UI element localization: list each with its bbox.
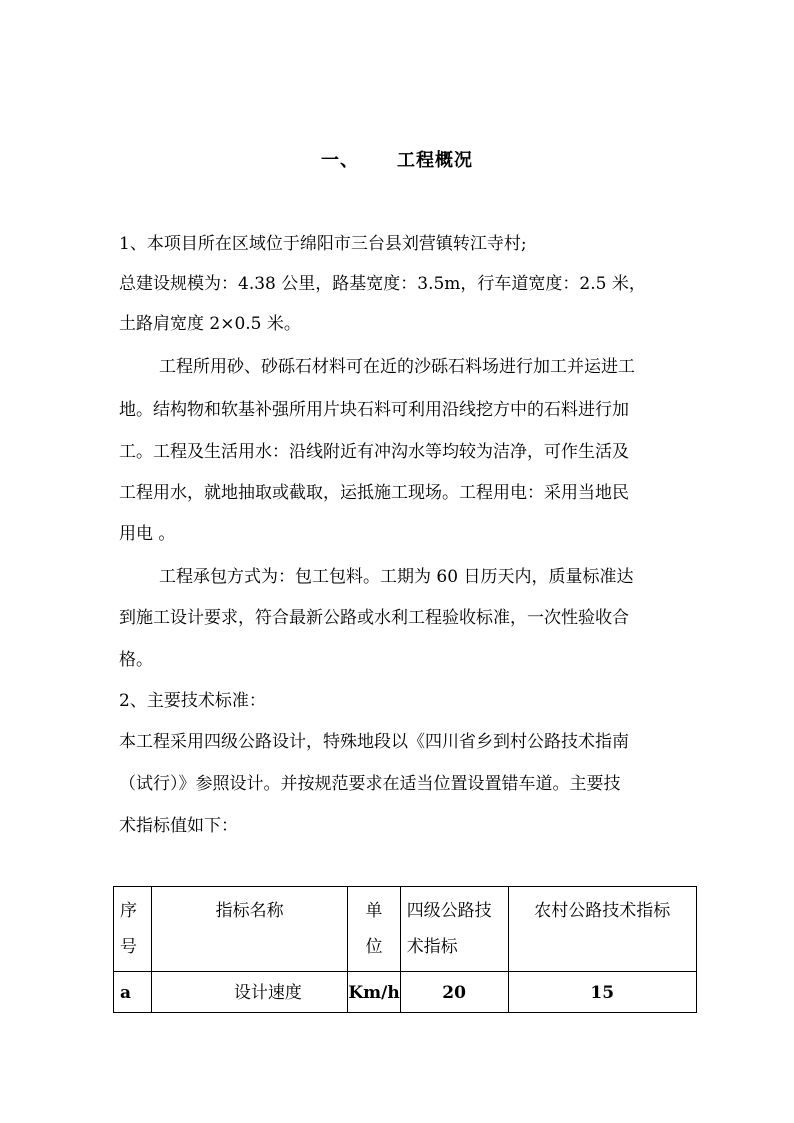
cell-rural-value: 15 bbox=[508, 972, 697, 1013]
paragraph-line: 本工程采用四级公路设计，特殊地段以《四川省乡到村公路技术指南 bbox=[119, 732, 629, 752]
paragraph-line: 到施工设计要求，符合最新公路或水利工程验收标准，一次性验收合 bbox=[119, 608, 629, 628]
paragraph-line: 工。工程及生活用水：沿线附近有冲沟水等均较为洁净，可作生活及 bbox=[119, 442, 629, 462]
cell-index-name: 设计速度 bbox=[151, 972, 347, 1013]
paragraph-line: 1、本项目所在区域位于绵阳市三台县刘营镇转江寺村; bbox=[119, 234, 527, 254]
header-unit: 单 位 bbox=[348, 887, 400, 972]
section-number: 一、 bbox=[321, 150, 359, 171]
paragraph-line: 用电 。 bbox=[119, 524, 176, 544]
cell-unit: Km/h bbox=[348, 972, 400, 1013]
paragraph-line: 工程所用砂、砂砾石材料可在近的沙砾石料场进行加工并运进工 bbox=[159, 357, 635, 377]
paragraph-line: （试行）》参照设计。并按规范要求在适当位置设置错车道。主要技 bbox=[119, 774, 621, 794]
table-header-row bbox=[114, 887, 697, 972]
paragraph-line: 地。结构物和软基补强所用片块石料可利用沿线挖方中的石料进行加 bbox=[119, 400, 629, 420]
paragraph-line: 总建设规模为：4.38 公里，路基宽度：3.5m，行车道宽度：2.5 米， bbox=[119, 274, 646, 294]
paragraph-line: 格。 bbox=[119, 650, 153, 670]
section-subheading: 2、主要技术标准： bbox=[119, 691, 266, 711]
header-seq: 序 号 bbox=[114, 887, 152, 972]
header-rural-standard: 农村公路技术指标 bbox=[508, 887, 697, 972]
section-heading bbox=[0, 146, 794, 172]
cell-seq: a bbox=[114, 972, 152, 1013]
paragraph-line: 工程承包方式为：包工包料。工期为 60 日历天内，质量标准达 bbox=[159, 567, 634, 587]
header-index-name: 指标名称 bbox=[151, 887, 347, 972]
paragraph-line: 土路肩宽度 2×0.5 米。 bbox=[119, 314, 301, 334]
cell-level4-value: 20 bbox=[400, 972, 508, 1013]
section-title: 工程概况 bbox=[397, 150, 473, 171]
table-row bbox=[114, 972, 697, 1013]
paragraph-line: 工程用水，就地抽取或截取，运抵施工现场。工程用电：采用当地民 bbox=[119, 483, 629, 503]
paragraph-line: 术指标值如下： bbox=[119, 816, 238, 836]
header-level4-standard: 四级公路技 术指标 bbox=[400, 887, 508, 972]
technical-index-table bbox=[113, 886, 697, 1013]
